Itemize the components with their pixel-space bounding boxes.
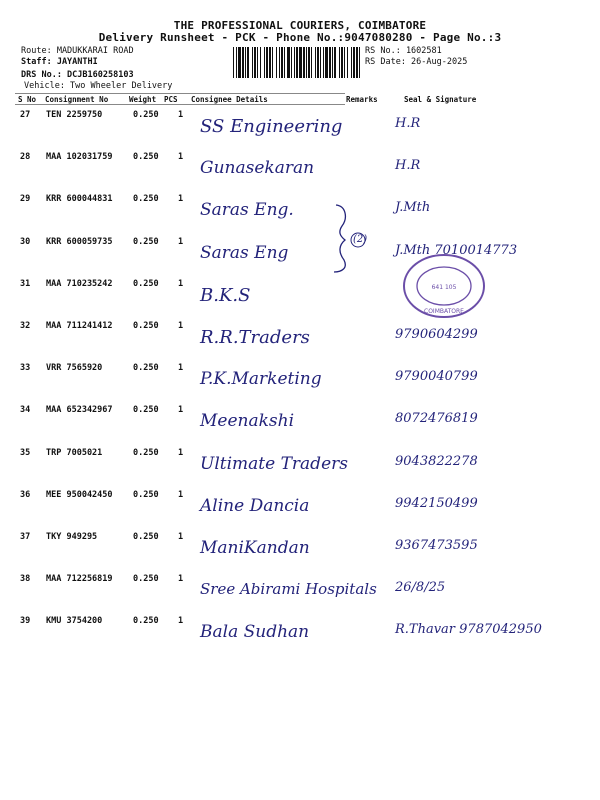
row-sno: 38 <box>20 574 31 584</box>
row-sno: 36 <box>20 490 31 500</box>
row-consignee-handwritten: P.K.Marketing <box>200 369 322 389</box>
barcode-bar <box>269 47 271 78</box>
row-consignment-no: KMU 3754200 <box>46 616 103 626</box>
barcode-bar <box>356 47 358 78</box>
barcode-bar <box>281 47 283 78</box>
row-consignment-no: MEE 950042450 <box>46 490 113 500</box>
stamp-text: COIMBATORE <box>424 308 464 315</box>
row-sno: 37 <box>20 532 31 542</box>
barcode-bar <box>247 47 249 78</box>
row-pcs: 1 <box>178 237 184 247</box>
barcode-bar <box>351 47 352 78</box>
barcode-bar <box>308 47 310 78</box>
row-sno: 29 <box>20 194 31 204</box>
row-weight: 0.250 <box>133 194 159 204</box>
barcode-bar <box>334 47 336 78</box>
row-signature-handwritten: 9043822278 <box>395 454 478 469</box>
col-pcs: PCS <box>164 95 178 104</box>
row-sno: 28 <box>20 152 31 162</box>
row-pcs: 1 <box>178 405 184 415</box>
company-title: THE PROFESSIONAL COURIERS, COIMBATORE <box>173 19 427 32</box>
row-sno: 34 <box>20 405 31 415</box>
row-signature-handwritten: 9942150499 <box>395 496 478 511</box>
barcode-bar <box>320 47 321 78</box>
barcode <box>233 47 360 78</box>
row-consignment-no: KRR 600059735 <box>46 237 113 247</box>
row-signature-handwritten: 8072476819 <box>395 411 478 426</box>
barcode-bar <box>341 47 343 78</box>
barcode-bar <box>279 47 280 78</box>
rs-date: RS Date: 26-Aug-2025 <box>365 57 468 67</box>
barcode-bar <box>260 47 261 78</box>
row-consignee-handwritten: ManiKandan <box>200 538 310 558</box>
barcode-bar <box>339 47 340 78</box>
barcode-bar <box>276 47 277 78</box>
barcode-bar <box>272 47 273 78</box>
barcode-bar <box>245 47 246 78</box>
row-pcs: 1 <box>178 363 184 373</box>
row-weight: 0.250 <box>133 448 159 458</box>
barcode-bar <box>329 47 331 78</box>
col-remarks: Remarks <box>346 95 378 104</box>
row-signature-handwritten: 9790604299 <box>395 327 478 342</box>
route-label: Route: MADUKKARAI ROAD <box>21 46 134 56</box>
row-consignee-handwritten: B.K.S <box>200 285 251 306</box>
row-pcs: 1 <box>178 152 184 162</box>
barcode-bar <box>296 47 298 78</box>
barcode-bar <box>238 47 241 78</box>
barcode-bar <box>233 47 234 78</box>
row-signature-handwritten: J.Mth <box>395 200 431 215</box>
row-sno: 27 <box>20 110 31 120</box>
row-weight: 0.250 <box>133 110 159 120</box>
drs-label: DRS No.: DCJB160258103 <box>21 70 134 80</box>
row-consignment-no: KRR 600044831 <box>46 194 113 204</box>
row-sno: 30 <box>20 237 31 247</box>
header-rule-bottom <box>15 104 345 105</box>
row-consignee-handwritten: Saras Eng. <box>200 200 294 220</box>
row-consignee-handwritten: Aline Dancia <box>200 496 310 516</box>
barcode-bar <box>252 47 253 78</box>
row-pcs: 1 <box>178 616 184 626</box>
row-pcs: 1 <box>178 490 184 500</box>
barcode-bar <box>242 47 244 78</box>
row-consignment-no: MAA 712256819 <box>46 574 113 584</box>
row-consignee-handwritten: Meenakshi <box>200 411 295 431</box>
row-consignment-no: MAA 102031759 <box>46 152 113 162</box>
col-weight: Weight <box>129 95 157 104</box>
barcode-bar <box>317 47 319 78</box>
row-consignee-handwritten: Gunasekaran <box>200 158 315 178</box>
staff-label: Staff: JAYANTHI <box>21 57 98 67</box>
row-weight: 0.250 <box>133 532 159 542</box>
row-consignee-handwritten: R.R.Traders <box>200 327 310 348</box>
barcode-bar <box>325 47 328 78</box>
row-pcs: 1 <box>178 448 184 458</box>
row-consignee-handwritten: Bala Sudhan <box>200 622 310 642</box>
row-signature-handwritten: J.Mth 7010014773 <box>395 243 518 258</box>
row-sno: 39 <box>20 616 31 626</box>
col-consignment: Consignment No <box>45 95 109 104</box>
barcode-bar <box>264 47 265 78</box>
barcode-bar <box>353 47 355 78</box>
runsheet-subtitle: Delivery Runsheet - PCK - Phone No.:9047080280 - Page No.:3 <box>98 31 502 44</box>
row-consignment-no: MAA 711241412 <box>46 321 113 331</box>
barcode-bar <box>284 47 285 78</box>
rs-number: RS No.: 1602581 <box>365 46 442 56</box>
row-sno: 33 <box>20 363 31 373</box>
row-consignment-no: VRR 7565920 <box>46 363 103 373</box>
row-pcs: 1 <box>178 321 184 331</box>
row-pcs: 1 <box>178 574 184 584</box>
row-weight: 0.250 <box>133 574 159 584</box>
barcode-bar <box>323 47 324 78</box>
row-consignment-no: TEN 2259750 <box>46 110 103 120</box>
vehicle-label: Vehicle: Two Wheeler Delivery <box>24 81 173 91</box>
row-signature-handwritten: 26/8/25 <box>395 580 446 595</box>
row-pcs: 1 <box>178 279 184 289</box>
barcode-bar <box>303 47 305 78</box>
row-consignee-handwritten: Ultimate Traders <box>200 454 348 474</box>
row-weight: 0.250 <box>133 279 159 289</box>
barcode-bar <box>257 47 258 78</box>
barcode-bar <box>266 47 268 78</box>
row-signature-handwritten: R.Thavar 9787042950 <box>395 622 542 637</box>
row-consignment-no: MAA 652342967 <box>46 405 113 415</box>
row-signature-handwritten: 9790040799 <box>395 369 478 384</box>
barcode-bar <box>299 47 302 78</box>
row-consignee-handwritten: Saras Eng <box>200 243 289 263</box>
row-consignee-handwritten: Sree Abirami Hospitals <box>200 580 377 598</box>
barcode-bar <box>315 47 316 78</box>
barcode-bar <box>236 47 237 78</box>
row-consignee-handwritten: SS Engineering <box>200 116 343 137</box>
row-pcs: 1 <box>178 194 184 204</box>
row-consignment-no: MAA 710235242 <box>46 279 113 289</box>
row-weight: 0.250 <box>133 237 159 247</box>
annotation-label: (2) <box>353 234 368 245</box>
col-sno: S No <box>18 95 37 104</box>
row-weight: 0.250 <box>133 405 159 415</box>
barcode-bar <box>359 47 360 78</box>
row-sno: 31 <box>20 279 31 289</box>
barcode-bar <box>294 47 295 78</box>
row-weight: 0.250 <box>133 152 159 162</box>
row-consignment-no: TRP 7005021 <box>46 448 103 458</box>
row-sno: 35 <box>20 448 31 458</box>
barcode-bar <box>332 47 333 78</box>
barcode-bar <box>254 47 256 78</box>
row-signature-handwritten: H.R <box>395 158 421 173</box>
col-consignee: Consignee Details <box>191 95 268 104</box>
row-signature-handwritten: 9367473595 <box>395 538 478 553</box>
row-weight: 0.250 <box>133 490 159 500</box>
svg-text:641 105: 641 105 <box>431 284 457 291</box>
barcode-bar <box>306 47 307 78</box>
row-weight: 0.250 <box>133 616 159 626</box>
company-seal-stamp <box>401 252 487 320</box>
row-signature-handwritten: H.R <box>395 116 421 131</box>
barcode-bar <box>311 47 312 78</box>
barcode-bar <box>347 47 348 78</box>
row-weight: 0.250 <box>133 321 159 331</box>
barcode-bar <box>287 47 290 78</box>
header-rule-top <box>15 93 345 94</box>
row-pcs: 1 <box>178 110 184 120</box>
row-consignment-no: TKY 949295 <box>46 532 98 542</box>
barcode-bar <box>344 47 345 78</box>
row-sno: 32 <box>20 321 31 331</box>
row-pcs: 1 <box>178 532 184 542</box>
barcode-bar <box>291 47 292 78</box>
row-weight: 0.250 <box>133 363 159 373</box>
col-seal: Seal & Signature <box>404 95 477 104</box>
